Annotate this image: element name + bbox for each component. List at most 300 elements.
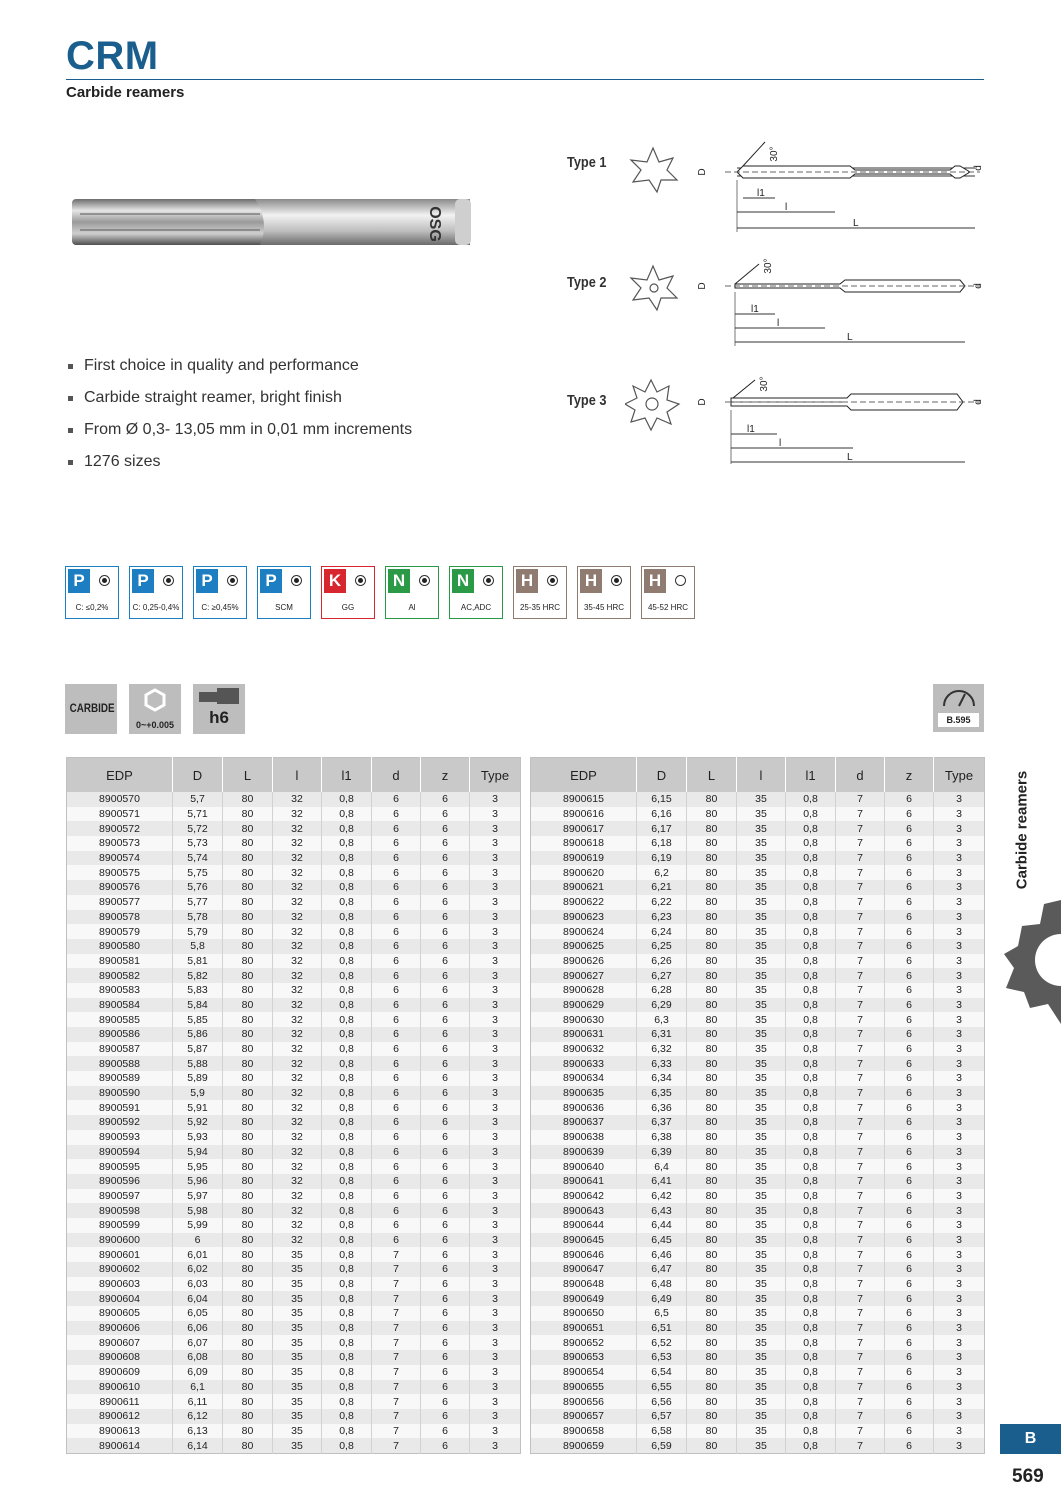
table-row xyxy=(531,939,985,954)
table-cell: 3 xyxy=(470,1233,521,1248)
table-cell: 8900586 xyxy=(67,1027,173,1042)
table-cell: 7 xyxy=(836,865,885,880)
table-cell: 6 xyxy=(885,1350,934,1365)
material-caption: C: ≥0,45% xyxy=(201,603,239,612)
table-row xyxy=(531,1438,985,1453)
material-letter: P xyxy=(196,569,218,593)
table-cell: 3 xyxy=(470,1145,521,1160)
table-cell: 6 xyxy=(421,1365,470,1380)
table-row xyxy=(67,1071,521,1086)
table-cell: 8900594 xyxy=(67,1145,173,1160)
table-cell: 8900615 xyxy=(531,792,637,807)
table-cell: 35 xyxy=(737,1174,786,1189)
table-cell: 6,34 xyxy=(637,1071,687,1086)
table-cell: 8900595 xyxy=(67,1159,173,1174)
table-cell: 0,8 xyxy=(786,1218,836,1233)
table-cell: 80 xyxy=(223,895,273,910)
table-cell: 3 xyxy=(934,1321,985,1336)
table-cell: 32 xyxy=(273,1189,322,1204)
table-cell: 35 xyxy=(273,1394,322,1409)
table-cell: 3 xyxy=(470,924,521,939)
feature-item: Carbide straight reamer, bright finish xyxy=(66,386,412,418)
table-cell: 80 xyxy=(223,1100,273,1115)
table-cell: 6 xyxy=(421,924,470,939)
table-cell: 3 xyxy=(470,821,521,836)
table-cell: 7 xyxy=(836,1042,885,1057)
table-cell: 6 xyxy=(885,1394,934,1409)
table-cell: 35 xyxy=(737,895,786,910)
table-row xyxy=(531,1086,985,1101)
table-cell: 6 xyxy=(421,1350,470,1365)
material-letter: H xyxy=(580,569,602,593)
table-cell: 80 xyxy=(687,1130,737,1145)
table-cell: 6 xyxy=(421,880,470,895)
table-cell: 6 xyxy=(372,1012,421,1027)
table-row xyxy=(531,1350,985,1365)
table-cell: 0,8 xyxy=(322,1306,372,1321)
material-letter: P xyxy=(68,569,90,593)
table-row xyxy=(67,1380,521,1395)
dim-l1-label: l1 xyxy=(751,304,759,315)
column-header: L xyxy=(687,758,737,793)
table-cell: 35 xyxy=(737,1145,786,1160)
table-cell: 6 xyxy=(885,968,934,983)
table-cell: 3 xyxy=(470,865,521,880)
table-cell: 6 xyxy=(372,807,421,822)
table-cell: 0,8 xyxy=(322,1159,372,1174)
table-cell: 3 xyxy=(470,1291,521,1306)
table-cell: 3 xyxy=(934,1380,985,1395)
table-row xyxy=(67,1291,521,1306)
table-cell: 6,3 xyxy=(637,1012,687,1027)
table-cell: 6,38 xyxy=(637,1130,687,1145)
table-cell: 6 xyxy=(885,1335,934,1350)
table-cell: 80 xyxy=(223,851,273,866)
table-cell: 6 xyxy=(885,1027,934,1042)
table-cell: 6 xyxy=(885,1042,934,1057)
column-header: z xyxy=(885,758,934,793)
table-cell: 7 xyxy=(836,1056,885,1071)
table-cell: 35 xyxy=(273,1380,322,1395)
table-cell: 3 xyxy=(470,1100,521,1115)
table-cell: 3 xyxy=(470,1277,521,1292)
table-row xyxy=(531,1012,985,1027)
table-cell: 35 xyxy=(273,1335,322,1350)
table-row xyxy=(67,1335,521,1350)
table-row xyxy=(531,1159,985,1174)
table-cell: 6 xyxy=(885,1086,934,1101)
table-cell: 5,89 xyxy=(173,1071,223,1086)
table-cell: 6,01 xyxy=(173,1247,223,1262)
table-row xyxy=(531,1233,985,1248)
table-cell: 8900645 xyxy=(531,1233,637,1248)
table-cell: 6 xyxy=(372,983,421,998)
table-cell: 6,24 xyxy=(637,924,687,939)
table-row xyxy=(67,983,521,998)
cross-section-4-flute-icon xyxy=(631,148,677,192)
table-row xyxy=(531,1409,985,1424)
table-cell: 8900570 xyxy=(67,792,173,807)
table-cell: 3 xyxy=(934,954,985,969)
table-cell: 35 xyxy=(737,851,786,866)
table-row xyxy=(531,954,985,969)
table-row xyxy=(67,1174,521,1189)
table-cell: 80 xyxy=(223,1291,273,1306)
table-cell: 8900623 xyxy=(531,910,637,925)
material-letter: H xyxy=(644,569,666,593)
table-cell: 6,35 xyxy=(637,1086,687,1101)
table-cell: 6 xyxy=(885,1365,934,1380)
table-row xyxy=(531,1247,985,1262)
table-cell: 3 xyxy=(934,1233,985,1248)
column-header: EDP xyxy=(67,758,173,793)
table-cell: 35 xyxy=(737,983,786,998)
table-cell: 35 xyxy=(737,1409,786,1424)
table-cell: 8900653 xyxy=(531,1350,637,1365)
table-cell: 7 xyxy=(836,983,885,998)
table-cell: 0,8 xyxy=(786,983,836,998)
table-cell: 7 xyxy=(372,1380,421,1395)
table-cell: 5,79 xyxy=(173,924,223,939)
table-row xyxy=(67,1100,521,1115)
column-header: d xyxy=(372,758,421,793)
table-cell: 6 xyxy=(421,1115,470,1130)
table-cell: 8900648 xyxy=(531,1277,637,1292)
table-cell: 6 xyxy=(421,1086,470,1101)
table-row xyxy=(531,1321,985,1336)
table-cell: 6 xyxy=(421,1189,470,1204)
table-cell: 8900593 xyxy=(67,1130,173,1145)
table-cell: 80 xyxy=(687,792,737,807)
table-row xyxy=(67,880,521,895)
table-cell: 5,81 xyxy=(173,954,223,969)
suitability-dot-icon xyxy=(675,575,686,586)
table-cell: 3 xyxy=(934,807,985,822)
table-cell: 6,46 xyxy=(637,1247,687,1262)
table-cell: 0,8 xyxy=(322,910,372,925)
table-cell: 8900603 xyxy=(67,1277,173,1292)
table-cell: 80 xyxy=(687,895,737,910)
column-header: Type xyxy=(470,758,521,793)
table-cell: 6 xyxy=(885,807,934,822)
table-cell: 8900622 xyxy=(531,895,637,910)
table-cell: 8900626 xyxy=(531,954,637,969)
table-cell: 80 xyxy=(223,1203,273,1218)
table-cell: 6 xyxy=(885,1189,934,1204)
table-cell: 35 xyxy=(737,1321,786,1336)
column-header: L xyxy=(223,758,273,793)
table-cell: 0,8 xyxy=(322,895,372,910)
title-divider xyxy=(66,79,984,80)
table-cell: 6 xyxy=(173,1233,223,1248)
table-cell: 6 xyxy=(885,1145,934,1160)
table-cell: 6 xyxy=(421,968,470,983)
table-cell: 35 xyxy=(737,807,786,822)
table-row xyxy=(67,1145,521,1160)
table-row xyxy=(67,1438,521,1453)
table-cell: 7 xyxy=(836,851,885,866)
suitability-dot-icon xyxy=(291,575,302,586)
table-cell: 8900637 xyxy=(531,1115,637,1130)
table-cell: 0,8 xyxy=(786,895,836,910)
table-cell: 6,45 xyxy=(637,1233,687,1248)
table-cell: 5,87 xyxy=(173,1042,223,1057)
table-cell: 6 xyxy=(372,1174,421,1189)
table-cell: 8900602 xyxy=(67,1262,173,1277)
table-cell: 0,8 xyxy=(322,1291,372,1306)
table-cell: 6 xyxy=(372,1115,421,1130)
table-cell: 6,54 xyxy=(637,1365,687,1380)
table-row xyxy=(67,1012,521,1027)
table-cell: 35 xyxy=(737,1335,786,1350)
table-cell: 7 xyxy=(372,1306,421,1321)
table-cell: 35 xyxy=(737,924,786,939)
table-row xyxy=(531,1424,985,1439)
table-cell: 8900646 xyxy=(531,1247,637,1262)
table-row xyxy=(67,851,521,866)
table-cell: 80 xyxy=(223,836,273,851)
table-cell: 6 xyxy=(372,1086,421,1101)
table-cell: 6 xyxy=(885,1203,934,1218)
table-cell: 0,8 xyxy=(786,1086,836,1101)
table-cell: 35 xyxy=(737,821,786,836)
table-cell: 8900640 xyxy=(531,1159,637,1174)
table-cell: 0,8 xyxy=(786,1335,836,1350)
shank-tolerance-label: h6 xyxy=(209,708,229,727)
table-cell: 32 xyxy=(273,851,322,866)
table-cell: 6 xyxy=(421,983,470,998)
dim-D-label: D xyxy=(697,398,708,406)
table-cell: 3 xyxy=(470,1159,521,1174)
table-row xyxy=(531,1394,985,1409)
material-caption: 45-52 HRC xyxy=(647,603,688,612)
table-cell: 6 xyxy=(885,1247,934,1262)
table-cell: 8900587 xyxy=(67,1042,173,1057)
material-badge xyxy=(385,566,439,619)
cross-section-4-flute-icon xyxy=(631,266,677,310)
table-cell: 6,49 xyxy=(637,1291,687,1306)
table-cell: 3 xyxy=(934,1071,985,1086)
table-cell: 0,8 xyxy=(786,1145,836,1160)
table-cell: 6 xyxy=(372,939,421,954)
table-cell: 0,8 xyxy=(786,1233,836,1248)
table-row xyxy=(67,1189,521,1204)
table-cell: 7 xyxy=(836,1203,885,1218)
table-cell: 5,8 xyxy=(173,939,223,954)
table-cell: 6 xyxy=(885,1174,934,1189)
table-cell: 8900635 xyxy=(531,1086,637,1101)
table-cell: 6 xyxy=(421,1012,470,1027)
table-cell: 0,8 xyxy=(786,1321,836,1336)
material-caption: 25-35 HRC xyxy=(519,603,560,612)
table-cell: 80 xyxy=(687,1438,737,1453)
table-cell: 80 xyxy=(687,1321,737,1336)
table-row xyxy=(531,895,985,910)
table-cell: 5,97 xyxy=(173,1189,223,1204)
table-cell: 8900598 xyxy=(67,1203,173,1218)
table-cell: 0,8 xyxy=(786,1071,836,1086)
table-cell: 8900627 xyxy=(531,968,637,983)
table-row xyxy=(531,1306,985,1321)
table-cell: 0,8 xyxy=(322,880,372,895)
table-cell: 35 xyxy=(737,865,786,880)
table-cell: 80 xyxy=(687,1218,737,1233)
table-cell: 80 xyxy=(687,939,737,954)
table-cell: 80 xyxy=(687,1365,737,1380)
gauge-icon xyxy=(941,688,977,708)
table-cell: 80 xyxy=(687,1424,737,1439)
table-cell: 6,2 xyxy=(637,865,687,880)
table-cell: 35 xyxy=(737,1086,786,1101)
table-row xyxy=(531,821,985,836)
table-cell: 8900574 xyxy=(67,851,173,866)
angle-label: 30° xyxy=(759,376,770,392)
table-cell: 5,82 xyxy=(173,968,223,983)
table-cell: 6 xyxy=(421,1321,470,1336)
table-cell: 80 xyxy=(223,1394,273,1409)
table-cell: 3 xyxy=(470,1189,521,1204)
table-cell: 6 xyxy=(885,1056,934,1071)
table-cell: 6,07 xyxy=(173,1335,223,1350)
table-cell: 6 xyxy=(421,1409,470,1424)
table-row xyxy=(67,821,521,836)
table-row xyxy=(531,1130,985,1145)
table-cell: 7 xyxy=(836,998,885,1013)
table-cell: 6 xyxy=(885,1380,934,1395)
table-row xyxy=(531,1100,985,1115)
table-row xyxy=(67,1159,521,1174)
table-cell: 80 xyxy=(687,1115,737,1130)
table-cell: 80 xyxy=(223,1071,273,1086)
table-cell: 35 xyxy=(273,1350,322,1365)
table-row xyxy=(67,1056,521,1071)
suitability-dot-icon xyxy=(419,575,430,586)
table-cell: 32 xyxy=(273,1145,322,1160)
table-cell: 6,14 xyxy=(173,1438,223,1453)
table-cell: 0,8 xyxy=(322,983,372,998)
table-cell: 6,33 xyxy=(637,1056,687,1071)
table-cell: 80 xyxy=(223,1174,273,1189)
suitability-dot-icon xyxy=(227,575,238,586)
table-cell: 3 xyxy=(470,1247,521,1262)
suitability-dot-icon xyxy=(99,575,110,586)
material-caption: C: 0,25-0,4% xyxy=(132,603,180,612)
table-cell: 80 xyxy=(223,1027,273,1042)
table-cell: 6 xyxy=(421,910,470,925)
table-cell: 6,17 xyxy=(637,821,687,836)
material-letter: H xyxy=(516,569,538,593)
table-cell: 3 xyxy=(470,1306,521,1321)
type-2-drawing xyxy=(625,258,985,353)
tolerance-label: 0~+0.005 xyxy=(135,720,175,730)
table-row xyxy=(67,1233,521,1248)
table-cell: 7 xyxy=(372,1394,421,1409)
table-row xyxy=(531,807,985,822)
table-cell: 80 xyxy=(687,1159,737,1174)
table-cell: 80 xyxy=(687,924,737,939)
dim-l-label: l xyxy=(779,438,782,449)
table-cell: 5,86 xyxy=(173,1027,223,1042)
table-cell: 5,9 xyxy=(173,1086,223,1101)
table-cell: 3 xyxy=(934,1350,985,1365)
table-cell: 6 xyxy=(372,821,421,836)
table-cell: 80 xyxy=(687,821,737,836)
table-cell: 6 xyxy=(372,836,421,851)
table-cell: 6 xyxy=(885,924,934,939)
table-cell: 80 xyxy=(687,968,737,983)
table-cell: 32 xyxy=(273,910,322,925)
table-cell: 8900592 xyxy=(67,1115,173,1130)
type-2-label: Type 2 xyxy=(567,274,607,291)
table-cell: 35 xyxy=(737,1027,786,1042)
table-cell: 8900616 xyxy=(531,807,637,822)
table-cell: 6 xyxy=(421,836,470,851)
material-badge xyxy=(129,566,183,619)
material-badge xyxy=(577,566,631,619)
table-cell: 5,84 xyxy=(173,998,223,1013)
table-cell: 0,8 xyxy=(322,998,372,1013)
table-cell: 8900632 xyxy=(531,1042,637,1057)
table-cell: 3 xyxy=(470,807,521,822)
table-cell: 6 xyxy=(372,998,421,1013)
table-cell: 32 xyxy=(273,1159,322,1174)
table-cell: 0,8 xyxy=(786,1027,836,1042)
column-header: d xyxy=(836,758,885,793)
cutting-data-ref-box xyxy=(933,684,984,732)
table-cell: 6 xyxy=(421,1042,470,1057)
type-3-drawing xyxy=(625,376,985,471)
table-cell: 3 xyxy=(470,1380,521,1395)
table-cell: 0,8 xyxy=(786,1115,836,1130)
table-cell: 0,8 xyxy=(786,1100,836,1115)
table-cell: 3 xyxy=(470,1012,521,1027)
material-caption: Al xyxy=(408,603,416,612)
dim-L-label: L xyxy=(853,218,859,229)
table-cell: 3 xyxy=(934,1291,985,1306)
shank-spec-box xyxy=(193,684,245,734)
table-cell: 8900583 xyxy=(67,983,173,998)
table-cell: 35 xyxy=(737,1438,786,1453)
table-cell: 7 xyxy=(836,1130,885,1145)
table-cell: 8900606 xyxy=(67,1321,173,1336)
table-cell: 35 xyxy=(737,910,786,925)
table-cell: 0,8 xyxy=(322,1042,372,1057)
table-cell: 6,42 xyxy=(637,1189,687,1204)
table-cell: 80 xyxy=(687,1174,737,1189)
table-cell: 80 xyxy=(223,1086,273,1101)
table-cell: 6 xyxy=(885,1291,934,1306)
table-cell: 32 xyxy=(273,1086,322,1101)
table-row xyxy=(67,1115,521,1130)
table-row xyxy=(67,1247,521,1262)
table-row xyxy=(531,910,985,925)
table-cell: 32 xyxy=(273,836,322,851)
table-row xyxy=(531,998,985,1013)
table-cell: 5,94 xyxy=(173,1145,223,1160)
table-cell: 0,8 xyxy=(786,1262,836,1277)
table-cell: 32 xyxy=(273,968,322,983)
table-cell: 0,8 xyxy=(786,1409,836,1424)
table-cell: 3 xyxy=(934,1100,985,1115)
feature-item: 1276 sizes xyxy=(66,450,412,482)
table-cell: 6,4 xyxy=(637,1159,687,1174)
table-cell: 0,8 xyxy=(322,1365,372,1380)
table-cell: 6 xyxy=(885,1233,934,1248)
table-cell: 80 xyxy=(687,1306,737,1321)
column-header: EDP xyxy=(531,758,637,793)
table-cell: 6,43 xyxy=(637,1203,687,1218)
table-cell: 80 xyxy=(223,1247,273,1262)
